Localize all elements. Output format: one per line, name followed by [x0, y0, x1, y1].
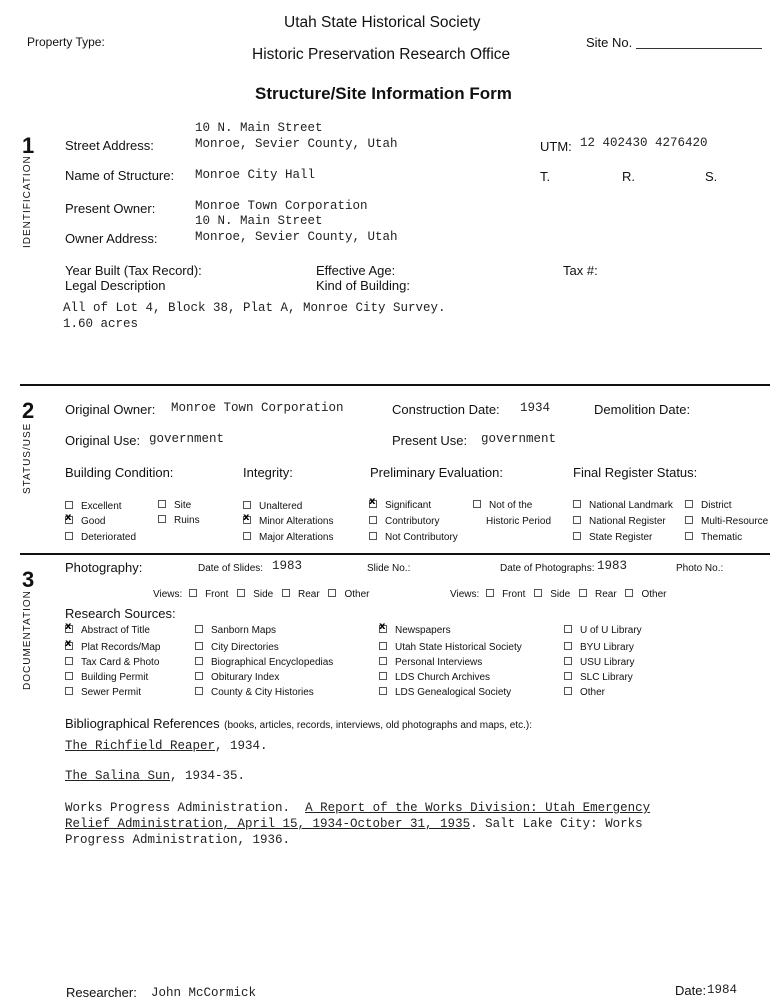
final-national-register[interactable]: National Register — [573, 516, 666, 527]
final-thematic[interactable]: Thematic — [685, 532, 742, 543]
checkbox-icon[interactable] — [195, 657, 203, 665]
owner-value: Monroe Town Corporation — [195, 199, 368, 213]
photo-view-front: Front — [502, 589, 526, 600]
date-slides-value: 1983 — [272, 559, 303, 573]
checkbox-icon[interactable] — [564, 672, 572, 680]
name-value: Monroe City Hall — [195, 168, 316, 182]
cond-deteriorated[interactable]: Deteriorated — [65, 532, 136, 543]
section-3-title: DOCUMENTATION — [22, 590, 33, 690]
street-address-line2: Monroe, Sevier County, Utah — [195, 137, 398, 151]
date-photos-label: Date of Photographs: — [500, 563, 595, 574]
researcher-label: Researcher: — [66, 985, 137, 1000]
orig-owner-value: Monroe Town Corporation — [171, 401, 344, 415]
prelim-not-of-the[interactable]: Not of the — [473, 500, 532, 511]
src-plat[interactable]: xPlat Records/Map — [65, 642, 160, 653]
checkbox-icon[interactable] — [195, 672, 203, 680]
checkbox-icon[interactable] — [379, 687, 387, 695]
integrity-label: Integrity: — [243, 465, 293, 480]
photo-views: Views: Front Side Rear Other — [450, 589, 667, 600]
orig-owner-label: Original Owner: — [65, 402, 156, 417]
photo-no-label: Photo No.: — [676, 563, 724, 574]
present-use-label: Present Use: — [392, 433, 468, 448]
src-interviews[interactable]: Personal Interviews — [379, 657, 482, 668]
demolition-label: Demolition Date: — [594, 402, 691, 417]
photo-view-side: Side — [550, 589, 571, 600]
date-value: 1984 — [707, 983, 738, 997]
owner-label: Present Owner: — [65, 201, 156, 216]
checkbox-icon[interactable] — [195, 687, 203, 695]
site-no-label: Site No. — [586, 35, 633, 50]
ref-3-line3: Progress Administration, 1936. — [65, 833, 291, 847]
owner-address-line2: Monroe, Sevier County, Utah — [195, 230, 398, 244]
src-obituary[interactable]: Obiturary Index — [195, 672, 279, 683]
section-1-number: 1 — [22, 133, 35, 158]
biblio-note: (books, articles, records, interviews, old photographs and maps, etc.): — [224, 720, 533, 731]
checked-checkbox-icon[interactable] — [379, 625, 387, 633]
checkbox-icon[interactable] — [369, 516, 377, 524]
site-no-line — [636, 48, 762, 49]
cond-site[interactable]: Site — [158, 500, 191, 511]
checkbox-icon[interactable] — [158, 500, 166, 508]
src-city-dir[interactable]: City Directories — [195, 642, 279, 653]
ref-3-line1 — [65, 801, 650, 815]
ref-1-title: The Richfield Reaper — [65, 739, 216, 753]
street-address-label: Street Address: — [65, 138, 154, 153]
checkbox-icon[interactable] — [573, 500, 581, 508]
checkbox-icon[interactable] — [65, 657, 73, 665]
checked-checkbox-icon[interactable] — [65, 516, 73, 524]
year-built-label: Year Built (Tax Record): — [65, 263, 202, 278]
property-type-label: Property Type: — [27, 35, 105, 49]
integrity-unaltered[interactable]: Unaltered — [243, 501, 302, 512]
checked-checkbox-icon[interactable] — [65, 625, 73, 633]
orig-use-value: government — [149, 432, 225, 446]
construction-value: 1934 — [520, 401, 551, 415]
src-lds-church[interactable]: LDS Church Archives — [379, 672, 490, 683]
tax-label: Tax #: — [563, 263, 598, 278]
ref-3-title2: Relief Administration, April 15, 1934-October 31, 1935 — [65, 817, 471, 831]
checkbox-icon[interactable] — [564, 657, 572, 665]
checkbox-icon[interactable] — [369, 532, 377, 540]
checkbox-icon[interactable] — [328, 589, 336, 597]
slide-view-rear: Rear — [297, 589, 320, 600]
checkbox-icon[interactable] — [685, 516, 693, 524]
construction-label: Construction Date: — [392, 402, 500, 417]
ref-2-title: The Salina Sun — [65, 769, 171, 783]
ref-1 — [65, 739, 268, 753]
checkbox-icon[interactable] — [625, 589, 633, 597]
utm-label: UTM: — [540, 139, 572, 154]
ref-3-title1: A Report of the Works Division: Utah Emergency — [305, 801, 651, 815]
research-label: Research Sources: — [65, 606, 176, 621]
cond-excellent[interactable]: Excellent — [65, 501, 122, 512]
prelim-contributory[interactable]: Contributory — [369, 516, 439, 527]
final-state-register[interactable]: State Register — [573, 532, 652, 543]
checkbox-icon[interactable] — [379, 642, 387, 650]
society-title: Utah State Historical Society — [284, 14, 481, 31]
section-2-number: 2 — [22, 398, 35, 423]
photo-view-rear: Rear — [594, 589, 617, 600]
ref-1-rest: , 1934. — [215, 739, 268, 753]
checkbox-icon[interactable] — [685, 532, 693, 540]
checkbox-icon[interactable] — [579, 589, 587, 597]
date-photos-value: 1983 — [597, 559, 628, 573]
effective-age-label: Effective Age: — [316, 263, 396, 278]
slide-no-label: Slide No.: — [367, 563, 411, 574]
checkbox-icon[interactable] — [473, 500, 481, 508]
r-label: R. — [622, 169, 635, 184]
checked-checkbox-icon[interactable] — [369, 500, 377, 508]
checkbox-icon[interactable] — [195, 625, 203, 633]
slide-view-front: Front — [205, 589, 229, 600]
ref-3-author: Works Progress Administration. — [65, 801, 291, 815]
photo-view-other: Other — [641, 589, 667, 600]
section-1-title: IDENTIFICATION — [22, 155, 33, 248]
checkbox-icon[interactable] — [573, 516, 581, 524]
src-abstract[interactable]: xAbstract of Title — [65, 625, 150, 636]
checkbox-icon[interactable] — [573, 532, 581, 540]
checkbox-icon[interactable] — [65, 687, 73, 695]
owner-address-line1: 10 N. Main Street — [195, 214, 323, 228]
checkbox-icon[interactable] — [243, 501, 251, 509]
checkbox-icon[interactable] — [534, 589, 542, 597]
ref-2 — [65, 769, 245, 783]
legal-line1: All of Lot 4, Block 38, Plat A, Monroe City Survey. — [63, 301, 446, 315]
slide-view-other: Other — [344, 589, 370, 600]
cond-ruins[interactable]: Ruins — [158, 515, 200, 526]
owner-address-label: Owner Address: — [65, 231, 158, 246]
checkbox-icon[interactable] — [685, 500, 693, 508]
src-county-city[interactable]: County & City Histories — [195, 687, 314, 698]
src-usu[interactable]: USU Library — [564, 657, 634, 668]
checkbox-icon[interactable] — [158, 515, 166, 523]
src-sewer-permit[interactable]: Sewer Permit — [65, 687, 141, 698]
src-bio-ency[interactable]: Biographical Encyclopedias — [195, 657, 333, 668]
t-label: T. — [540, 169, 551, 184]
cond-good[interactable]: xGood — [65, 516, 105, 527]
street-address-line1: 10 N. Main Street — [195, 121, 323, 135]
s-label: S. — [705, 169, 718, 184]
prelim-significant[interactable]: xSignificant — [369, 500, 431, 511]
date-label: Date: — [675, 983, 707, 998]
src-tax-card[interactable]: Tax Card & Photo — [65, 657, 159, 668]
checkbox-icon[interactable] — [564, 687, 572, 695]
checkbox-icon[interactable] — [65, 501, 73, 509]
final-district[interactable]: District — [685, 500, 732, 511]
researcher-value: John McCormick — [151, 986, 257, 1000]
prelim-not-contributory[interactable]: Not Contributory — [369, 532, 458, 543]
condition-label: Building Condition: — [65, 465, 174, 480]
src-sanborn[interactable]: Sanborn Maps — [195, 625, 276, 636]
ref-3-line2 — [65, 817, 643, 831]
form-title: Structure/Site Information Form — [255, 84, 512, 103]
src-slc[interactable]: SLC Library — [564, 672, 633, 683]
office-title: Historic Preservation Research Office — [252, 46, 511, 63]
src-lds-gen[interactable]: LDS Genealogical Society — [379, 687, 511, 698]
checkbox-icon[interactable] — [65, 532, 73, 540]
checkbox-icon[interactable] — [237, 589, 245, 597]
section-divider-1 — [20, 384, 770, 386]
slide-views: Views: Front Side Rear Other — [153, 589, 370, 600]
final-national-landmark[interactable]: National Landmark — [573, 500, 673, 511]
checkbox-icon[interactable] — [379, 672, 387, 680]
checkbox-icon[interactable] — [564, 625, 572, 633]
section-divider-2 — [20, 553, 770, 555]
slide-view-side: Side — [253, 589, 274, 600]
section-2-title: STATUS/USE — [22, 422, 33, 494]
photography-label: Photography: — [65, 560, 143, 575]
integrity-major[interactable]: Major Alterations — [243, 532, 333, 543]
ref-3-rest2: . Salt Lake City: Works — [470, 817, 643, 831]
site-no-field — [586, 35, 762, 50]
section-3-number: 3 — [22, 567, 35, 592]
utm-value: 12 402430 4276420 — [580, 136, 708, 150]
checkbox-icon[interactable] — [486, 589, 494, 597]
prelim-historic-period: Historic Period — [486, 516, 552, 527]
name-label: Name of Structure: — [65, 168, 175, 183]
biblio-label: Bibliographical References — [65, 716, 220, 731]
src-other[interactable]: Other — [564, 687, 605, 698]
orig-use-label: Original Use: — [65, 433, 141, 448]
legal-line2: 1.60 acres — [63, 317, 139, 331]
checkbox-icon[interactable] — [282, 589, 290, 597]
checkbox-icon[interactable] — [195, 642, 203, 650]
integrity-minor[interactable]: xMinor Alterations — [243, 516, 333, 527]
kind-label: Kind of Building: — [316, 278, 410, 293]
prelim-label: Preliminary Evaluation: — [370, 465, 503, 480]
biblio-heading — [65, 715, 532, 733]
final-label: Final Register Status: — [573, 465, 698, 480]
src-u-of-u[interactable]: U of U Library — [564, 625, 642, 636]
final-multi-resource[interactable]: Multi-Resource — [685, 516, 768, 527]
src-ushs[interactable]: Utah State Historical Society — [379, 642, 522, 653]
date-slides-label: Date of Slides: — [198, 563, 264, 574]
checkbox-icon[interactable] — [243, 532, 251, 540]
legal-desc-label: Legal Description — [65, 278, 166, 293]
src-newspapers[interactable]: xNewspapers — [379, 625, 451, 636]
src-byu[interactable]: BYU Library — [564, 642, 634, 653]
checked-checkbox-icon[interactable] — [65, 642, 73, 650]
src-building-permit[interactable]: Building Permit — [65, 672, 148, 683]
checkbox-icon[interactable] — [564, 642, 572, 650]
checkbox-icon[interactable] — [189, 589, 197, 597]
present-use-value: government — [481, 432, 557, 446]
checked-checkbox-icon[interactable] — [243, 516, 251, 524]
ref-2-rest: , 1934-35. — [170, 769, 246, 783]
checkbox-icon[interactable] — [379, 657, 387, 665]
checkbox-icon[interactable] — [65, 672, 73, 680]
